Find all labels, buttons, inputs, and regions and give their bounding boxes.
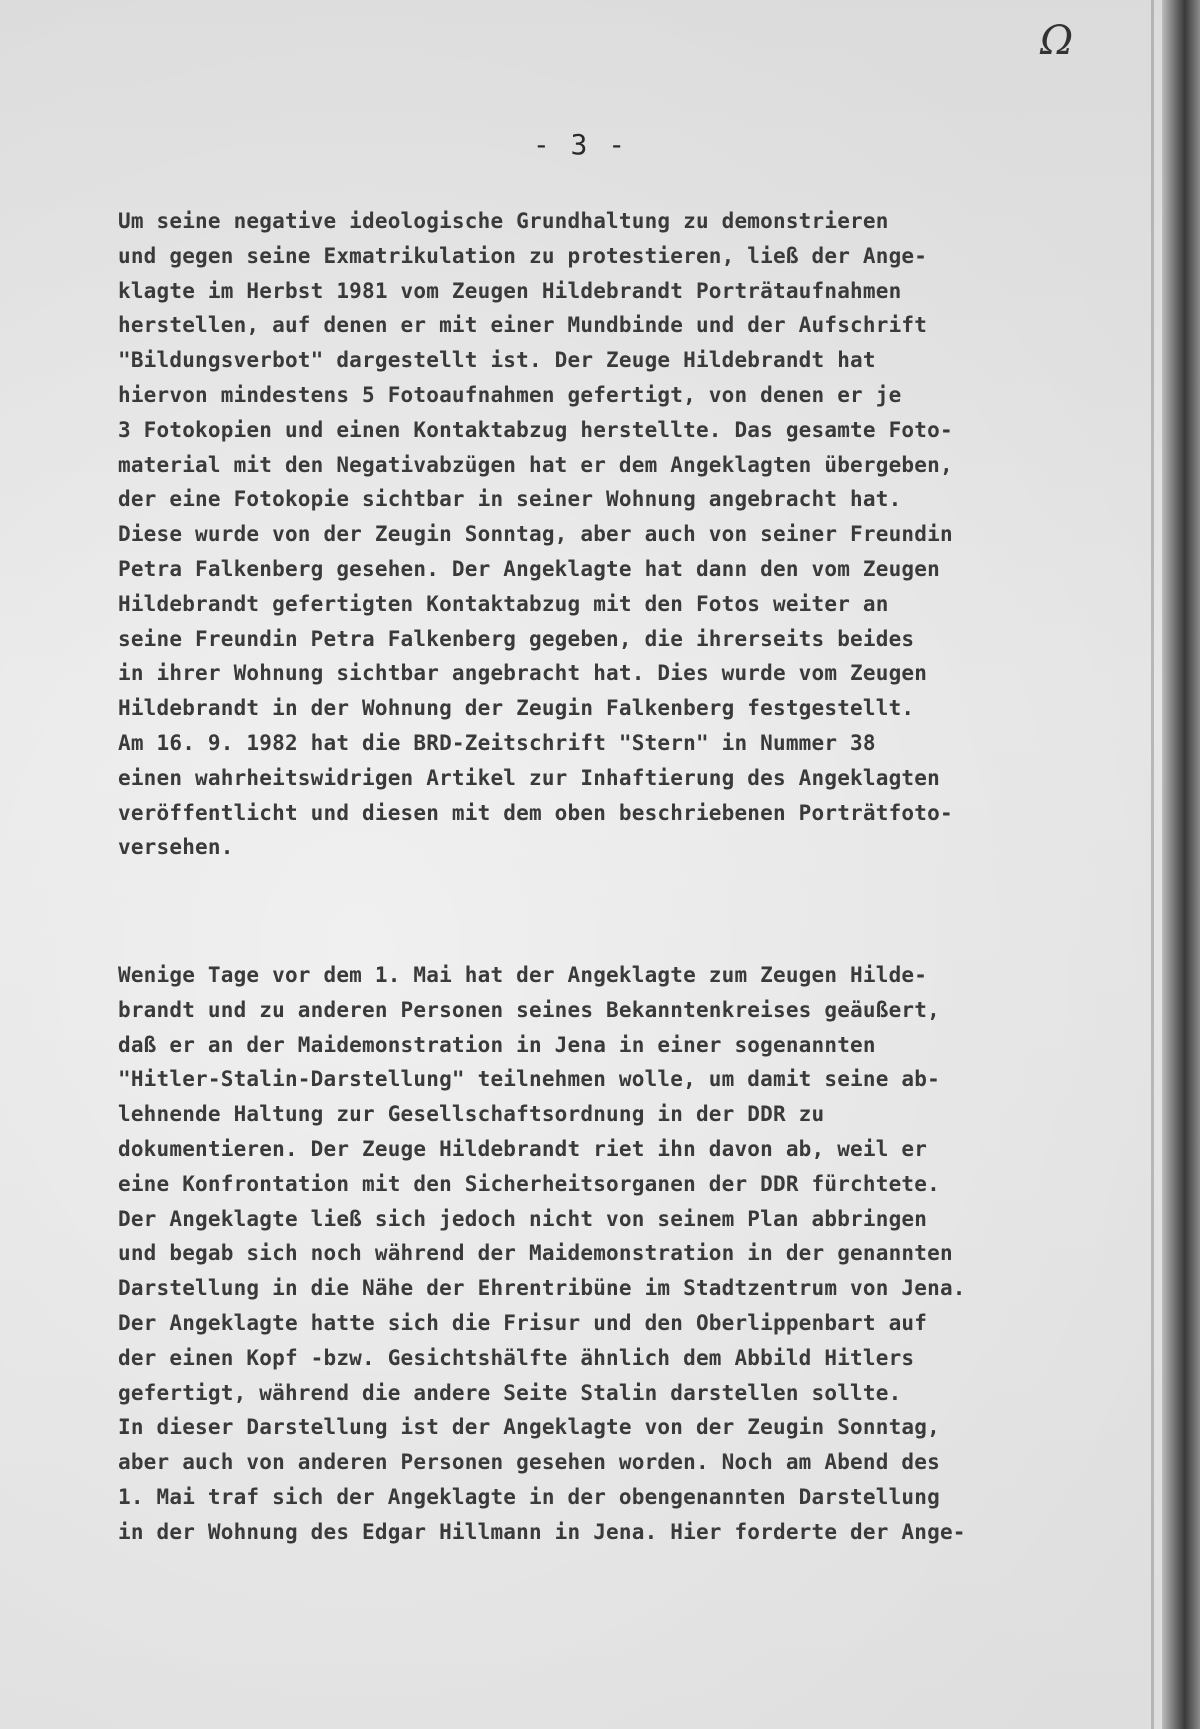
text-line: Am 16. 9. 1982 hat die BRD-Zeitschrift "Stern" in Nummer 38 <box>118 730 876 755</box>
paragraph-1 <box>118 204 1138 865</box>
text-line: Der Angeklagte hatte sich die Frisur und den Oberlippenbart auf <box>118 1310 928 1335</box>
text-line: aber auch von anderen Personen gesehen worden. Noch am Abend des <box>118 1450 940 1475</box>
text-line: Wenige Tage vor dem 1. Mai hat der Angeklagte zum Zeugen Hilde- <box>118 963 928 987</box>
text-line: "Bildungsverbot" dargestellt ist. Der Zeuge Hildebrandt hat <box>118 348 876 373</box>
text-line: versehen. <box>118 835 234 860</box>
text-line: Um seine negative ideologische Grundhaltung zu demonstrieren <box>118 209 889 233</box>
text-line: und gegen seine Exmatrikulation zu protestieren, ließ der Ange- <box>118 243 928 268</box>
text-line: klagte im Herbst 1981 vom Zeugen Hildebrandt Porträtaufnahmen <box>118 278 902 303</box>
text-line: herstellen, auf denen er mit einer Mundbinde und der Aufschrift <box>118 313 928 338</box>
text-line: gefertigt, während die andere Seite Stalin darstellen sollte. <box>118 1380 902 1405</box>
paragraph-2 <box>118 958 1138 1550</box>
text-line: 3 Fotokopien und einen Kontaktabzug herstellte. Das gesamte Foto- <box>118 417 953 442</box>
text-line: eine Konfrontation mit den Sicherheitsorganen der DDR fürchtete. <box>118 1171 940 1196</box>
text-line: Der Angeklagte ließ sich jedoch nicht von seinem Plan abbringen <box>118 1206 928 1231</box>
text-line: einen wahrheitswidrigen Artikel zur Inhaftierung des Angeklagten <box>118 765 940 790</box>
text-line: material mit den Negativabzügen hat er dem Angeklagten übergeben, <box>118 452 953 477</box>
page-number: - 3 - <box>532 128 628 161</box>
text-line: in ihrer Wohnung sichtbar angebracht hat. Dies wurde vom Zeugen <box>118 661 928 686</box>
text-line: veröffentlicht und diesen mit dem oben beschriebenen Porträtfoto- <box>118 800 953 825</box>
handwritten-corner-mark: Ω <box>1040 18 1074 64</box>
scan-edge-line <box>1151 0 1154 1729</box>
text-line: 1. Mai traf sich der Angeklagte in der obengenannten Darstellung <box>118 1484 940 1509</box>
text-line: der einen Kopf -bzw. Gesichtshälfte ähnlich dem Abbild Hitlers <box>118 1345 915 1370</box>
text-line: daß er an der Maidemonstration in Jena in einer sogenannten <box>118 1032 876 1057</box>
text-line: hiervon mindestens 5 Fotoaufnahmen gefertigt, von denen er je <box>118 382 902 407</box>
text-line: Diese wurde von der Zeugin Sonntag, aber auch von seiner Freundin <box>118 522 953 547</box>
text-line: Darstellung in die Nähe der Ehrentribüne im Stadtzentrum von Jena. <box>118 1276 966 1301</box>
text-line: Hildebrandt in der Wohnung der Zeugin Falkenberg festgestellt. <box>118 696 915 721</box>
text-line: lehnende Haltung zur Gesellschaftsordnung in der DDR zu <box>118 1102 825 1127</box>
text-line: dokumentieren. Der Zeuge Hildebrandt riet ihn davon ab, weil er <box>118 1136 928 1161</box>
text-line: in der Wohnung des Edgar Hillmann in Jena. Hier forderte der Ange- <box>118 1519 966 1544</box>
text-line: brandt und zu anderen Personen seines Bekanntenkreises geäußert, <box>118 997 940 1022</box>
text-line: In dieser Darstellung ist der Angeklagte von der Zeugin Sonntag, <box>118 1415 940 1440</box>
text-line: der eine Fotokopie sichtbar in seiner Wohnung angebracht hat. <box>118 487 902 512</box>
scan-binding-edge <box>1162 0 1200 1729</box>
text-line: "Hitler-Stalin-Darstellung" teilnehmen wolle, um damit seine ab- <box>118 1067 940 1092</box>
text-line: und begab sich noch während der Maidemonstration in der genannten <box>118 1241 953 1266</box>
text-line: Hildebrandt gefertigten Kontaktabzug mit den Fotos weiter an <box>118 591 889 616</box>
text-line: Petra Falkenberg gesehen. Der Angeklagte hat dann den vom Zeugen <box>118 556 940 581</box>
text-line: seine Freundin Petra Falkenberg gegeben, die ihrerseits beides <box>118 626 915 651</box>
